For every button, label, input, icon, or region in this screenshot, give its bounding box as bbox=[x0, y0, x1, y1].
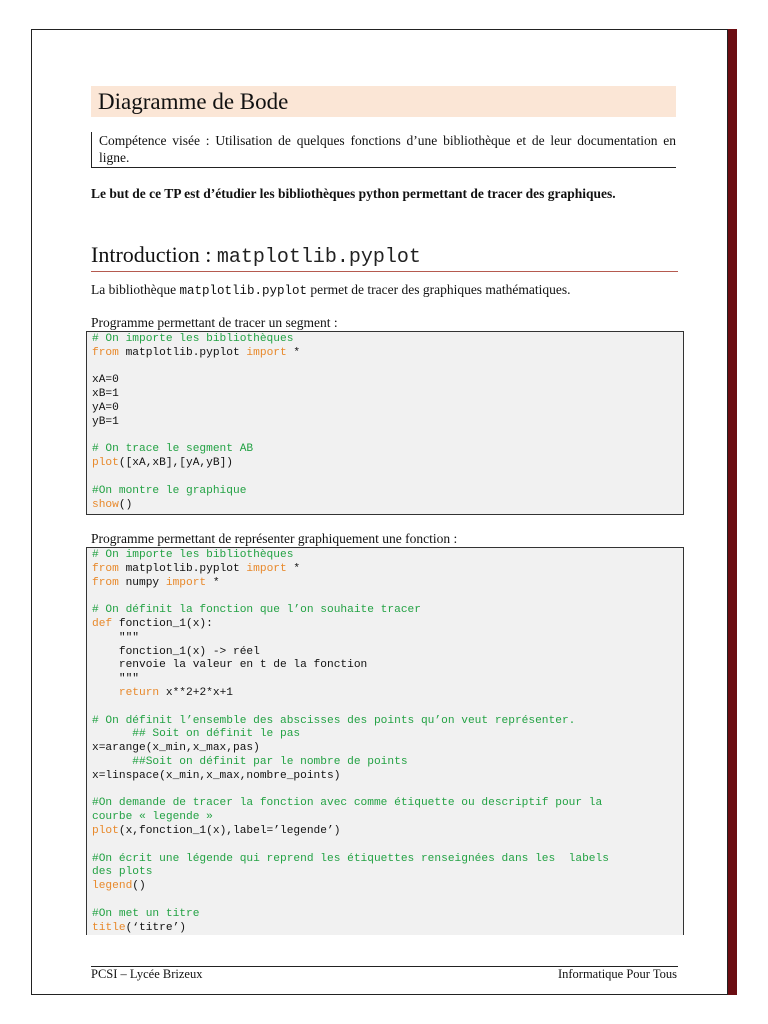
code-text: matplotlib.pyplot bbox=[118, 562, 247, 575]
intro-paragraph-after: permet de tracer des graphiques mathématiques. bbox=[307, 282, 571, 297]
code-keyword: from bbox=[92, 562, 119, 575]
code-text: fonction_1(x): bbox=[112, 617, 213, 630]
code-comment: # On définit l’ensemble des abscisses des points qu’on veut représenter. bbox=[92, 714, 576, 727]
code-comment: # On importe les bibliothèques bbox=[92, 333, 294, 345]
code-line bbox=[92, 646, 683, 660]
code-line bbox=[92, 853, 683, 867]
code-keyword: plot bbox=[92, 824, 119, 837]
code-line bbox=[92, 908, 683, 922]
code-text: yA=0 bbox=[92, 401, 119, 414]
code-keyword: show bbox=[92, 498, 119, 511]
section-heading-text: Introduction : bbox=[91, 242, 212, 267]
code-keyword: def bbox=[92, 617, 113, 630]
code-line bbox=[92, 756, 683, 770]
code-keyword: import bbox=[165, 576, 207, 589]
code-line bbox=[92, 632, 683, 646]
code-text: x**2+2*x+1 bbox=[159, 686, 234, 699]
code-line bbox=[92, 784, 683, 798]
code-line bbox=[92, 839, 683, 853]
code-comment: #On montre le graphique bbox=[92, 484, 247, 497]
code-keyword: return bbox=[118, 686, 160, 699]
code-comment: # On trace le segment AB bbox=[92, 443, 254, 456]
tp-goal: Le but de ce TP est d’étudier les bibliothèques python permettant de tracer des graphiques. bbox=[91, 186, 616, 201]
code-text: """ bbox=[92, 673, 139, 686]
code-text: yB=1 bbox=[92, 415, 119, 428]
code-line bbox=[92, 430, 683, 444]
code-line bbox=[92, 866, 683, 880]
code-line bbox=[92, 443, 683, 457]
page-title: Diagramme de Bode bbox=[91, 86, 676, 117]
code-text: x=linspace(x_min,x_max,nombre_points) bbox=[92, 769, 341, 782]
code-line bbox=[92, 604, 683, 618]
competence-box: Compétence visée : Utilisation de quelques fonctions d’une bibliothèque et de leur documentation en ligne. bbox=[91, 132, 676, 168]
code-keyword: import bbox=[246, 346, 287, 359]
code-keyword: legend bbox=[92, 880, 133, 893]
code-keyword: plot bbox=[92, 457, 119, 470]
code-line bbox=[92, 825, 683, 839]
code-text: xA=0 bbox=[92, 374, 119, 387]
code-line bbox=[92, 577, 683, 591]
code-line bbox=[92, 549, 683, 563]
code-keyword: import bbox=[246, 562, 287, 575]
code-comment: des plots bbox=[92, 866, 153, 879]
code-comment: #On écrit une légende qui reprend les étiquettes renseignées dans les labels bbox=[92, 852, 609, 865]
code-text: fonction_1(x) -> réel bbox=[92, 645, 260, 658]
code-line bbox=[92, 347, 683, 361]
caption-segment-program: Programme permettant de tracer un segment : bbox=[91, 315, 338, 330]
code-line bbox=[92, 590, 683, 604]
code-line bbox=[92, 742, 683, 756]
code-keyword: title bbox=[92, 921, 126, 934]
code-text: xB=1 bbox=[92, 388, 119, 401]
code-line bbox=[92, 457, 683, 471]
code-line bbox=[92, 471, 683, 485]
code-text bbox=[92, 687, 119, 699]
code-line bbox=[92, 659, 683, 673]
code-keyword: from bbox=[92, 346, 119, 359]
code-line bbox=[92, 770, 683, 784]
code-line bbox=[92, 701, 683, 715]
code-line bbox=[92, 361, 683, 375]
code-line bbox=[92, 374, 683, 388]
code-line bbox=[92, 563, 683, 577]
code-line bbox=[92, 485, 683, 499]
code-line bbox=[92, 728, 683, 742]
code-text: () bbox=[132, 880, 146, 893]
footer-course: Informatique Pour Tous bbox=[557, 967, 677, 981]
code-text: * bbox=[286, 562, 301, 575]
code-comment: ##Soit on définit par le nombre de points bbox=[92, 755, 408, 768]
footer-school: PCSI – Lycée Brizeux bbox=[91, 967, 203, 981]
code-line bbox=[92, 880, 683, 894]
caption-function-program: Programme permettant de représenter graphiquement une fonction : bbox=[91, 531, 458, 546]
code-comment: # On importe les bibliothèques bbox=[92, 549, 294, 561]
code-line bbox=[92, 388, 683, 402]
code-text: ([xA,xB],[yA,yB]) bbox=[118, 457, 233, 470]
page-side-bar bbox=[728, 29, 737, 995]
code-line bbox=[92, 894, 683, 908]
code-text: matplotlib.pyplot bbox=[118, 346, 247, 359]
intro-paragraph bbox=[91, 281, 571, 300]
code-text: """ bbox=[92, 631, 139, 644]
code-line bbox=[92, 333, 683, 347]
code-line bbox=[92, 715, 683, 729]
code-keyword: from bbox=[92, 576, 119, 589]
intro-paragraph-module: matplotlib.pyplot bbox=[179, 284, 308, 298]
section-heading-introduction bbox=[91, 241, 678, 272]
code-text: x=arange(x_min,x_max,pas) bbox=[92, 742, 260, 755]
section-heading-module: matplotlib.pyplot bbox=[216, 246, 421, 269]
code-block-function bbox=[86, 547, 684, 935]
code-comment: #On demande de tracer la fonction avec comme étiquette ou descriptif pour la bbox=[92, 797, 603, 810]
intro-paragraph-before: La bibliothèque bbox=[91, 282, 180, 297]
code-line bbox=[92, 499, 683, 513]
code-line bbox=[92, 618, 683, 632]
code-text: * bbox=[286, 346, 301, 359]
code-comment: courbe « legende » bbox=[92, 811, 213, 824]
code-block-segment bbox=[86, 331, 684, 515]
code-line bbox=[92, 922, 683, 935]
code-line bbox=[92, 416, 683, 430]
code-text: (x,fonction_1(x),label=’legende’) bbox=[118, 824, 341, 837]
code-line bbox=[92, 673, 683, 687]
code-comment: # On définit la fonction que l’on souhaite tracer bbox=[92, 604, 421, 617]
code-line bbox=[92, 797, 683, 811]
code-comment: #On met un titre bbox=[92, 907, 200, 920]
code-text: * bbox=[206, 576, 220, 589]
code-text: renvoie la valeur en t de la fonction bbox=[92, 659, 368, 672]
code-text: () bbox=[118, 498, 133, 511]
code-text: numpy bbox=[118, 576, 166, 589]
code-line bbox=[92, 687, 683, 701]
code-text: (‘titre’) bbox=[125, 921, 187, 934]
code-line bbox=[92, 811, 683, 825]
code-comment: ## Soit on définit le pas bbox=[92, 728, 301, 741]
code-line bbox=[92, 402, 683, 416]
